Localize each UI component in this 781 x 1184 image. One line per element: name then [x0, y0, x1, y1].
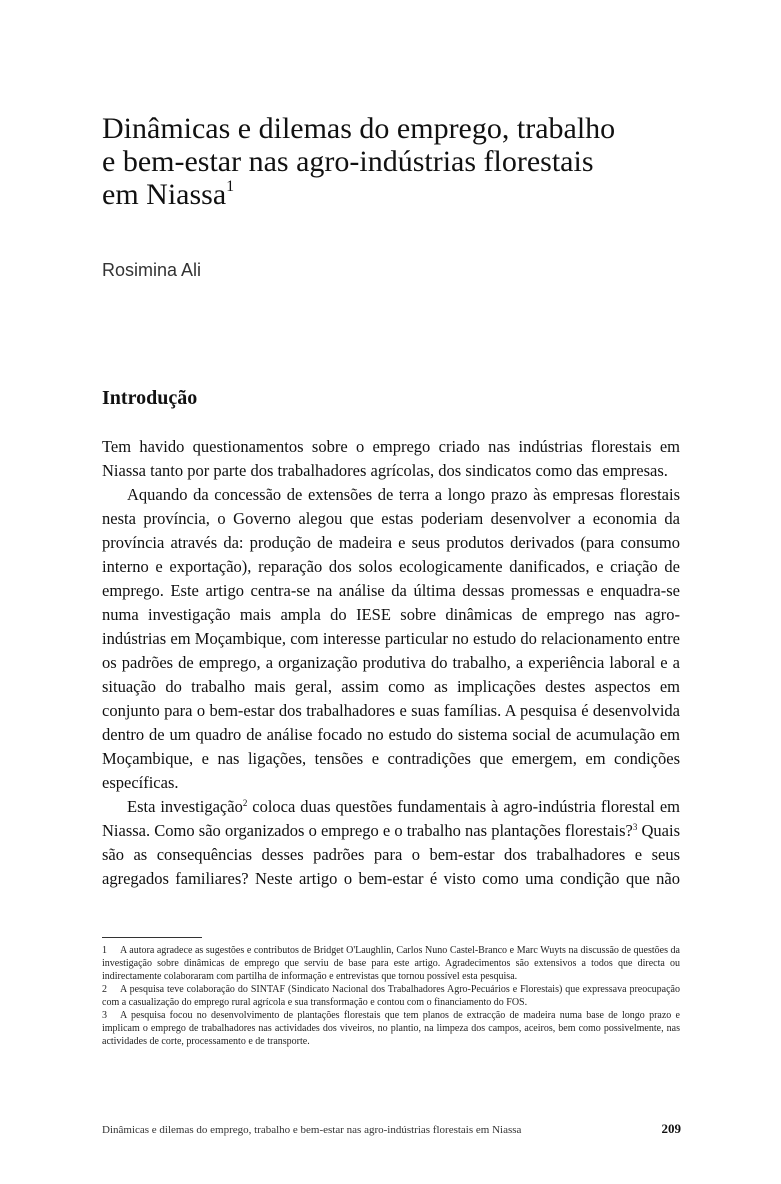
footnote-2 [102, 983, 680, 1009]
paragraph-3-part-b: coloca duas questões fundamentais à agro-indústria florestal em Niassa. Como são organizados o emprego e o trabalho nas plantações florestais? [102, 797, 680, 840]
title-line-2: e bem-estar nas agro-indústrias florestais [102, 145, 594, 178]
footnote-text: A autora agradece as sugestões e contributos de Bridget O'Laughlin, Carlos Nuno Castel-Branco e Marc Wuyts na discussão de questões da investigação sobre dinâmicas de emprego que serviu de base para este artigo. Agradecimentos são extensivos a todos que directa ou indirectamente colaboraram com partilha de informação e entrevistas que tornou possível esta pesquisa. [102, 945, 680, 982]
footnote-number: 3 [102, 1010, 107, 1021]
title-line-3-text: em Niassa [102, 178, 227, 211]
footnote-number: 1 [102, 945, 107, 956]
section-heading: Introdução [102, 387, 198, 409]
footnote-text: A pesquisa teve colaboração do SINTAF (Sindicato Nacional dos Trabalhadores Agro-Pecuários e Florestais) que expressava preocupação com a casualização do emprego rural agrícola e sua transformação e contou com o financiamento do FOS. [102, 984, 680, 1008]
footnote-marker-2[interactable]: 2 [242, 798, 248, 808]
footnote-separator [102, 937, 202, 938]
paragraph-3 [102, 795, 680, 891]
footnote-text: A pesquisa focou no desenvolvimento de plantações florestais que tem planos de extracção de madeira numa base de longo prazo e implicam o emprego de trabalhadores nas actividades dos viveiros, no plantio, na limpeza dos campos, aceiros, bem como possivelmente, nas actividades de corte, processamento e de transporte. [102, 1010, 680, 1047]
title-footnote-marker[interactable]: 1 [226, 178, 235, 195]
paragraph-3-part-a: Esta investigação [127, 797, 243, 816]
page-number: 209 [661, 1121, 681, 1136]
title-line-3 [102, 178, 702, 211]
paragraph-2: Aquando da concessão de extensões de terra a longo prazo às empresas florestais nesta província, o Governo alegou que estas poderiam desenvolver a economia da província através da: produção de madeira e seus produtos derivados (para consumo interno e exportação), reparação dos solos ecologicamente danificados, e criação de emprego. Este artigo centra-se na análise da última dessas promessas e enquadra-se numa investigação mais ampla do IESE sobre dinâmicas de emprego nas agro-indústrias em Moçambique, com interesse particular no estudo do relacionamento entre os padrões de emprego, a organização produtiva do trabalho, a experiência laboral e a situação do trabalho mais geral, assim como as implicações destes aspectos em conjunto para o bem-estar dos trabalhadores e suas famílias. A pesquisa é desenvolvida dentro de um quadro de análise focado no estudo do sistema social de acumulação em Moçambique, e nas ligações, tensões e contradições que emergem, em condições específicas. [102, 485, 680, 792]
body-text [102, 435, 680, 891]
article-title [102, 112, 702, 211]
paragraph-3-part-c: Quais são as consequências desses padrões para o bem-estar dos trabalhadores e seus agregados familiares? Neste artigo o bem-estar é visto como uma condição que não [102, 821, 680, 888]
footnote-number: 2 [102, 984, 107, 995]
title-line-1: Dinâmicas e dilemas do emprego, trabalho [102, 112, 616, 145]
paragraph-1: Tem havido questionamentos sobre o emprego criado nas indústrias florestais em Niassa tanto por parte dos trabalhadores agrícolas, dos sindicatos como das empresas. [102, 437, 680, 480]
author-name: Rosimina Ali [102, 260, 202, 280]
footnote-1 [102, 944, 680, 983]
footnote-marker-3[interactable]: 3 [632, 822, 638, 832]
footnote-3 [102, 1009, 680, 1048]
footnotes [102, 944, 680, 1048]
running-footer-title: Dinâmicas e dilemas do emprego, trabalho e bem-estar nas agro-indústrias florestais em Niassa [102, 1124, 522, 1136]
